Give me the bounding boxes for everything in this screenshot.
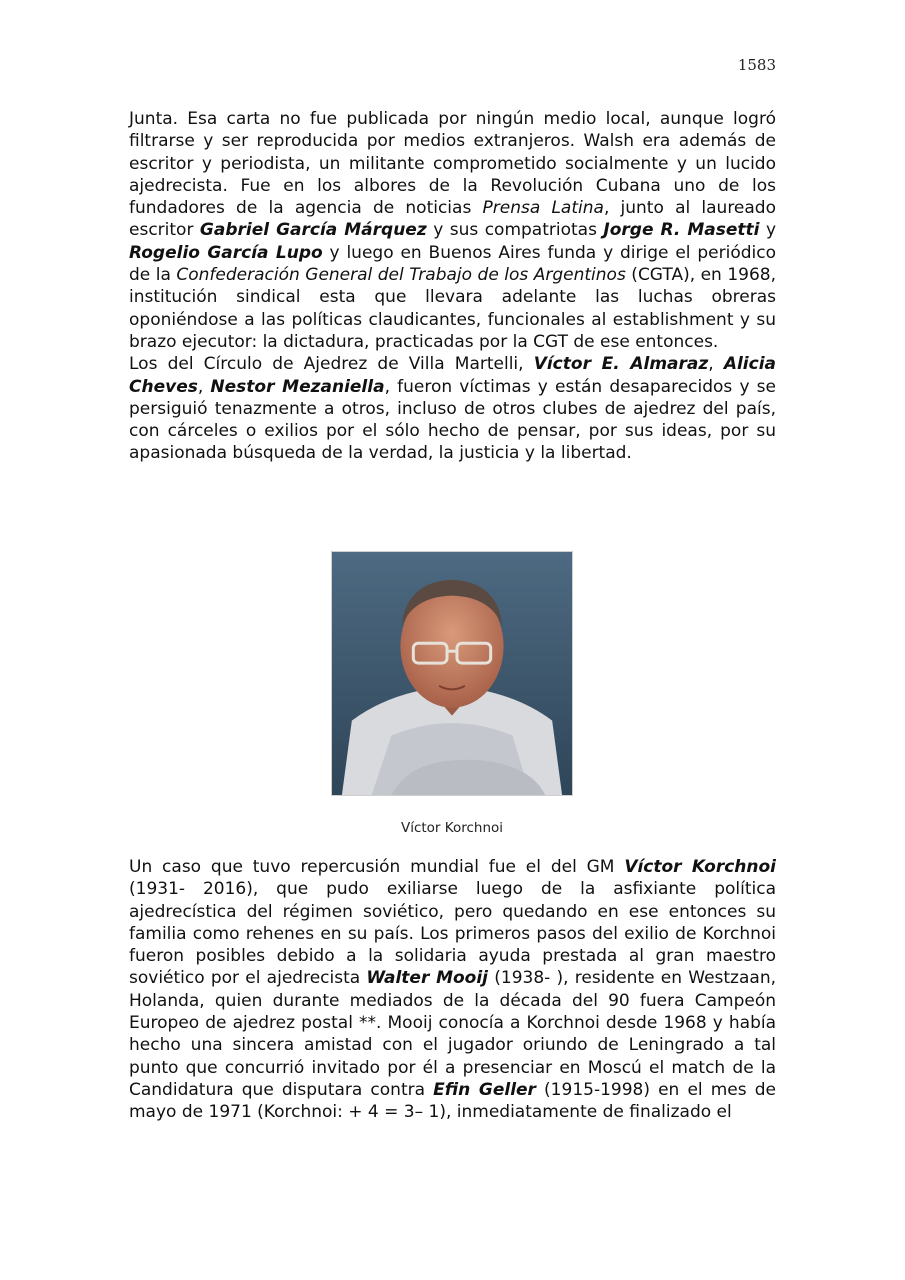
person-name: Walter Mooij <box>366 968 489 989</box>
person-name: Rogelio García Lupo <box>129 242 323 263</box>
person-name: Alicia Cheves <box>129 354 776 397</box>
page-number: 1583 <box>737 56 776 74</box>
portrait-image <box>332 552 572 795</box>
agency-name: Prensa Latina <box>482 198 604 219</box>
article-body-top <box>129 108 776 465</box>
person-name: Jorge R. Masetti <box>603 220 760 241</box>
person-name: Nestor Mezaniella <box>210 376 385 397</box>
korchnoi-photo <box>331 551 573 796</box>
paragraph-walsh: Junta. Esa carta no fue publicada por ningún medio local, aunque logró filtrarse y ser reproducida por medios extranjeros. Walsh era además de escritor y periodista, un militante comprometido socialmente y un lucido ajedrecista. Fue en los albores de la Revolución Cubana uno de los fundadores de la agencia de noticias Prensa Latina, junto al laureado escritor Gabriel García Márquez y sus compatriotas Jorge R. Masetti y Rogelio García Lupo y luego en Buenos Aires funda y dirige el periódico de la Confederación General del Trabajo de los Argentinos (CGTA), en 1968, institución sindical esta que llevara adelante las luchas obreras oponiéndose a las políticas claudicantes, funcionales al establishment y su brazo ejecutor: la dictadura, practicadas por la CGT de ese entonces. <box>129 109 777 352</box>
person-name: Efin Geller <box>433 1079 536 1100</box>
photo-caption: Víctor Korchnoi <box>400 820 504 836</box>
person-name: Víctor E. Almaraz <box>533 354 709 375</box>
paragraph-villa-martelli: Los del Círculo de Ajedrez de Villa Martelli, Víctor E. Almaraz, Alicia Cheves, Nestor Mezaniella, fueron víctimas y están desaparecidos y se persiguió tenazmente a otros, incluso de otros clubes de ajedrez del país, con cárceles o exilios por el sólo hecho de pensar, por sus ideas, por su apasionada búsqueda de la verdad, la justicia y la libertad. <box>129 354 776 464</box>
paragraph-korchnoi: Un caso que tuvo repercusión mundial fue el del GM Víctor Korchnoi (1931- 2016), que pudo exiliarse luego de la asfixiante política ajedrecística del régimen soviético, pero quedando en ese entonces su familia como rehenes en su país. Los primeros pasos del exilio de Korchnoi fueron posibles debido a la solidaria ayuda prestada al gran maestro soviético por el ajedrecista Walter Mooij (1938- ), residente en Westzaan, Holanda, quien durante mediados de la década del 90 fuera Campeón Europeo de ajedrez postal **. Mooij conocía a Korchnoi desde 1968 y había hecho una sincera amistad con el jugador oriundo de Leningrado a tal punto que concurrió invitado por él a presenciar en Moscú el match de la Candidatura que disputara contra Efin Geller (1915-1998) en el mes de mayo de 1971 (Korchnoi: + 4 = 3– 1), inmediatamente de finalizado el <box>129 857 777 1123</box>
newspaper-name: Confederación General del Trabajo de los Argentinos <box>176 265 626 286</box>
article-body-bottom <box>129 856 776 1124</box>
person-name: Víctor Korchnoi <box>624 857 777 877</box>
person-name: Gabriel García Márquez <box>199 220 427 241</box>
